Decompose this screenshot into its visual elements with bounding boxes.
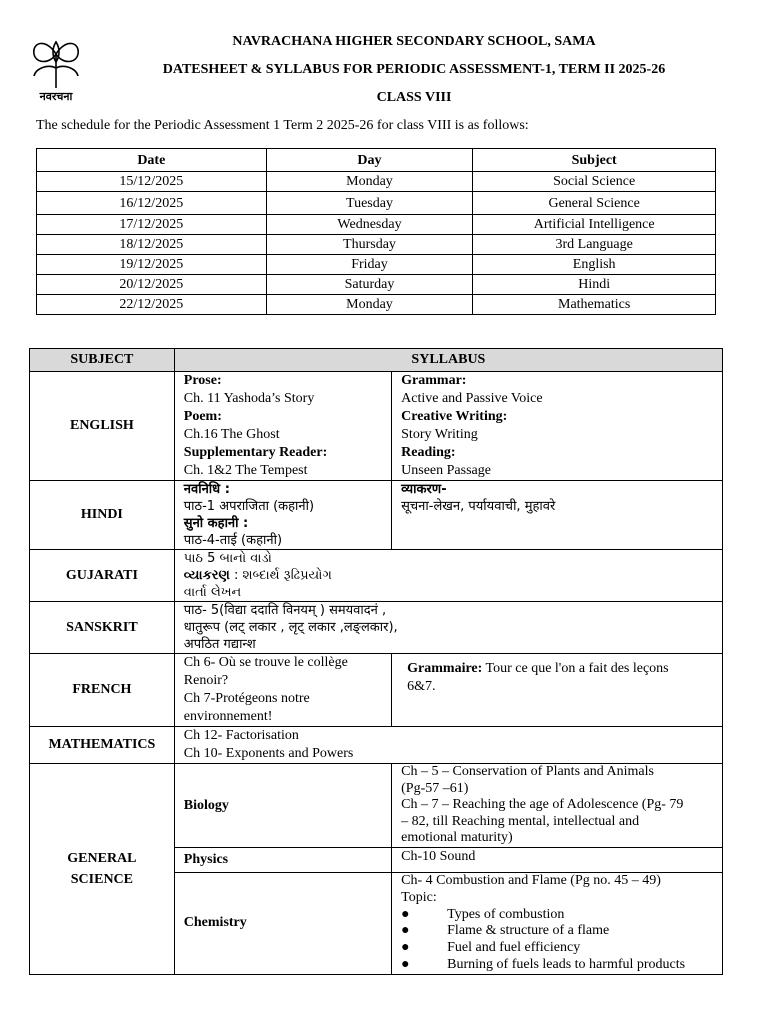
french-grammar-text: Tour ce que l'on a fait des leçons [482, 661, 669, 676]
biology-cell [392, 764, 723, 848]
day-cell: Wednesday [266, 215, 473, 235]
maths-chapter: Ch 10- Exponents and Powers [183, 746, 354, 761]
hindi-literature-cell [174, 481, 391, 550]
logo-wordmark: नवरचना [39, 90, 73, 103]
column-header-subject: SUBJECT [30, 349, 175, 372]
day-cell: Friday [266, 255, 473, 275]
topic-text: Flame & structure of a flame [447, 923, 610, 939]
creative-writing-text: Story Writing [401, 427, 478, 442]
day-cell: Thursday [266, 235, 473, 255]
science-branch-chemistry: Chemistry [174, 873, 391, 975]
hindi-grammar-heading: व्याकरण- [401, 482, 447, 497]
biology-line: (Pg-57 –61) [401, 780, 469, 796]
french-grammar-cell [392, 654, 723, 727]
column-header-subject: Subject [473, 149, 716, 172]
hindi-grammar-text: सूचना-लेखन, पर्यायवाची, मुहावरे [401, 499, 556, 514]
day-cell: Monday [266, 172, 473, 192]
supplementary-text: Ch. 1&2 The Tempest [183, 463, 308, 478]
poem-heading: Poem: [183, 409, 222, 424]
intro-text: The schedule for the Periodic Assessment 1 Term 2 2025-26 for class VIII is as follows: [36, 118, 529, 133]
hindi-grammar-cell [392, 481, 723, 550]
subject-cell: Social Science [473, 172, 716, 192]
supplementary-heading: Supplementary Reader: [183, 445, 328, 460]
hindi-heading-suno: सुनो कहानी : [183, 516, 249, 531]
date-cell: 18/12/2025 [37, 235, 267, 255]
table-row [37, 255, 716, 275]
biology-line: Ch – 7 – Reaching the age of Adolescence (Pg- 79 [401, 797, 684, 812]
syllabus-row-sanskrit [30, 602, 723, 654]
date-cell: 19/12/2025 [37, 255, 267, 275]
science-branch-biology: Biology [174, 764, 391, 848]
sanskrit-line: धातुरूप (लट् लकार , लृट् लकार ,लङ्लकार), [183, 620, 398, 635]
prose-text: Ch. 11 Yashoda’s Story [183, 391, 315, 406]
french-grammar-heading: Grammaire: [407, 661, 483, 676]
datesheet-table [36, 148, 716, 315]
subject-name: SANSKRIT [30, 602, 175, 654]
hindi-lesson: पाठ-1 अपराजिता (कहानी) [183, 499, 315, 514]
maths-chapter: Ch 12- Factorisation [183, 728, 299, 743]
syllabus-header-row [30, 349, 723, 372]
subject-name: ENGLISH [30, 372, 175, 481]
subject-name-line: SCIENCE [70, 871, 134, 887]
bullet-icon: ● [401, 940, 410, 956]
sanskrit-cell [174, 602, 722, 654]
biology-line: – 82, till Reaching mental, intellectual and [401, 813, 640, 829]
date-cell: 17/12/2025 [37, 215, 267, 235]
french-line: environnement! [183, 709, 273, 724]
mathematics-cell [174, 727, 722, 764]
bullet-icon: ● [401, 906, 410, 922]
syllabus-row-hindi [30, 481, 723, 550]
science-branch-physics: Physics [174, 848, 391, 873]
syllabus-row-biology [30, 764, 723, 848]
syllabus-row-gujarati [30, 550, 723, 602]
biology-line: emotional maturity) [401, 830, 513, 845]
grammar-heading: Grammar: [401, 373, 467, 388]
subject-cell: 3rd Language [473, 235, 716, 255]
subject-cell: Artificial Intelligence [473, 215, 716, 235]
biology-line: Ch – 5 – Conservation of Plants and Animals [401, 764, 654, 779]
french-line: Renoir? [183, 673, 229, 688]
table-header-row [37, 149, 716, 172]
prose-heading: Prose: [183, 373, 222, 388]
bullet-icon: ● [401, 956, 410, 972]
subject-name: FRENCH [30, 654, 175, 727]
subject-name-line: GENERAL [67, 850, 137, 866]
topic-text: Fuel and fuel efficiency [447, 940, 581, 956]
bullet-icon: ● [401, 923, 410, 939]
french-line: Ch 6- Où se trouve le collège [183, 655, 348, 670]
chemistry-topic-item [401, 957, 722, 974]
subject-name: GUJARATI [30, 550, 175, 602]
syllabus-table [29, 348, 723, 975]
grammar-text: Active and Passive Voice [401, 391, 543, 406]
subject-cell: Mathematics [473, 295, 716, 315]
gujarati-writing: વાર્તા લેખન [183, 585, 242, 600]
day-cell: Tuesday [266, 192, 473, 215]
syllabus-row-french [30, 654, 723, 727]
subject-cell: General Science [473, 192, 716, 215]
gujarati-lesson: પાઠ 5 બાનો વાડો [183, 551, 272, 566]
column-header-day: Day [266, 149, 473, 172]
topic-text: Types of combustion [447, 906, 565, 922]
syllabus-row-english [30, 372, 723, 481]
french-grammar-line [407, 660, 722, 678]
gujarati-grammar [184, 567, 722, 584]
date-cell: 20/12/2025 [37, 275, 267, 295]
english-literature-cell [174, 372, 391, 481]
table-row [37, 172, 716, 192]
chemistry-cell [392, 873, 723, 975]
chemistry-line: Ch- 4 Combustion and Flame (Pg no. 45 – 49) [401, 873, 661, 888]
gujarati-grammar-heading: વ્યાકરણ [183, 568, 230, 583]
column-header-date: Date [37, 149, 267, 172]
subject-name-science [30, 764, 175, 975]
table-row [37, 215, 716, 235]
reading-text: Unseen Passage [401, 463, 491, 478]
date-cell: 15/12/2025 [37, 172, 267, 192]
subject-cell: Hindi [473, 275, 716, 295]
date-cell: 16/12/2025 [37, 192, 267, 215]
table-row [37, 275, 716, 295]
chemistry-topic-item [401, 940, 722, 957]
school-name: NAVRACHANA HIGHER SECONDARY SCHOOL, SAMA [232, 34, 596, 49]
gujarati-grammar-text: : શબ્દાર્થ રૂઢિપ્રયોગ [229, 568, 332, 583]
day-cell: Saturday [266, 275, 473, 295]
topic-text: Burning of fuels leads to harmful products [447, 956, 686, 972]
date-cell: 22/12/2025 [37, 295, 267, 315]
chemistry-topic-item [401, 923, 722, 940]
hindi-heading-navnidhi: नवनिधि : [183, 482, 230, 497]
subject-name: HINDI [30, 481, 175, 550]
sanskrit-line: अपठित गद्यान्श [183, 637, 256, 652]
subject-cell: English [473, 255, 716, 275]
day-cell: Monday [266, 295, 473, 315]
table-row [37, 295, 716, 315]
gujarati-cell [174, 550, 722, 602]
chemistry-topic-heading: Topic: [401, 889, 437, 905]
french-line: Ch 7-Protégeons notre [183, 691, 310, 706]
table-row [37, 192, 716, 215]
chemistry-topic-item [401, 907, 722, 924]
creative-writing-heading: Creative Writing: [401, 409, 508, 424]
reading-heading: Reading: [401, 445, 456, 460]
syllabus-row-mathematics [30, 727, 723, 764]
column-header-syllabus: SYLLABUS [174, 349, 722, 372]
physics-cell: Ch-10 Sound [392, 848, 723, 873]
document-title: DATESHEET & SYLLABUS FOR PERIODIC ASSESSMENT-1, TERM II 2025-26 [162, 62, 666, 77]
table-row [37, 235, 716, 255]
class-title: CLASS VIII [376, 90, 452, 105]
english-language-cell [392, 372, 723, 481]
subject-name: MATHEMATICS [30, 727, 175, 764]
french-chapters-cell [174, 654, 391, 727]
poem-text: Ch.16 The Ghost [183, 427, 280, 442]
french-grammar-line-2: 6&7. [407, 679, 436, 694]
hindi-lesson: पाठ-4-ताई (कहानी) [183, 533, 283, 548]
sanskrit-line: पाठ- 5(विद्या ददाति विनयम् ) समयवादनं , [183, 603, 387, 618]
